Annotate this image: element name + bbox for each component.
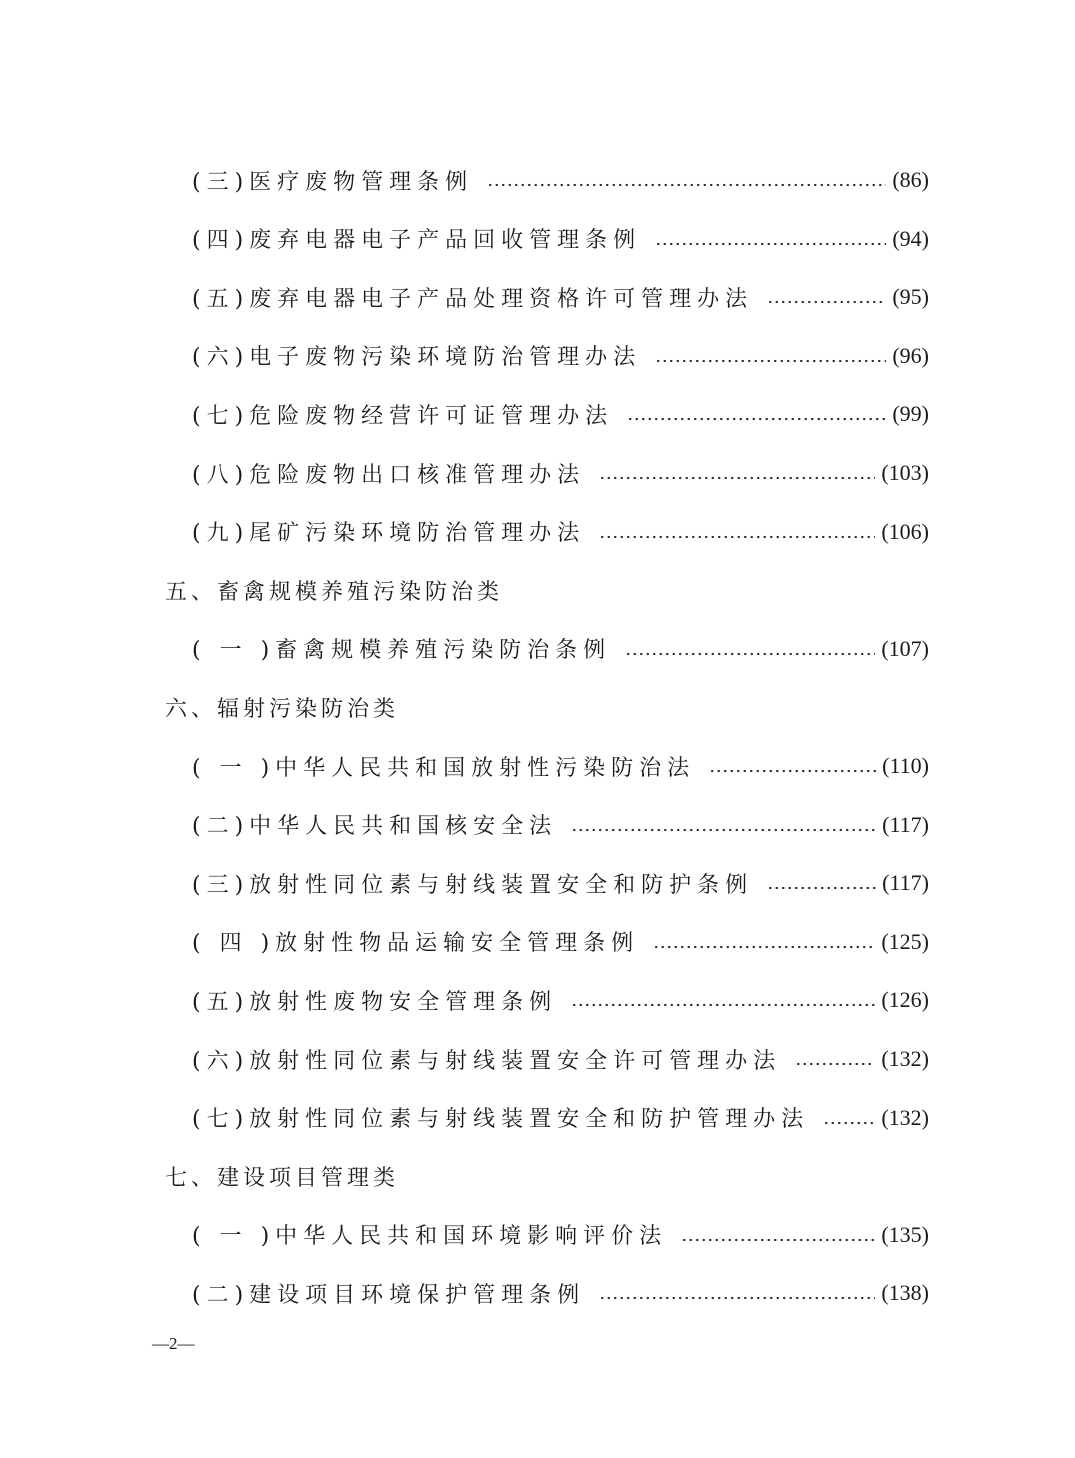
toc-entry [192,160,929,200]
toc-entry-title: ( 一 )中华人民共和国放射性污染防治法 [192,755,696,781]
toc-entry-page-number: (86) [892,167,929,192]
toc-entry [192,629,929,669]
toc-entry-row [0,922,1075,962]
toc-entry [192,863,929,903]
toc-entry [192,512,929,552]
toc-entry [192,1215,929,1255]
dot-leader [655,356,886,366]
toc-entry-page-number: (106) [881,518,929,544]
toc-entry-row [0,219,1075,259]
dot-leader [767,297,886,307]
toc-entry-title: (二)中华人民共和国核安全法 [192,814,558,840]
toc-entry [192,805,929,845]
toc-entry-title: ( 一 )中华人民共和国环境影响评价法 [192,1224,668,1250]
toc-entry-title: ( 四 )放射性物品运输安全管理条例 [192,931,640,957]
toc-section-row [0,1156,1075,1196]
toc-entry-page-number: (125) [881,928,929,954]
toc-entry-page-number: (103) [881,460,929,485]
toc-entry-page-number: (138) [881,1280,929,1306]
toc-entry-page-number: (99) [892,401,929,427]
toc-entry-page-number: (95) [892,284,929,310]
toc-entry [192,336,929,376]
toc-entry-row [0,1273,1075,1313]
dot-leader [681,1235,875,1245]
dot-leader [655,239,886,249]
toc-entry-row [0,629,1075,669]
toc-section-row [0,570,1075,610]
dot-leader [709,766,876,776]
toc-entry-row [0,512,1075,552]
toc-entry [192,1273,929,1313]
toc-entry-title: (六)电子废物污染环境防治管理办法 [192,345,642,371]
toc-entry-row [0,160,1075,200]
dot-leader [571,825,876,835]
toc-entry [192,394,929,434]
dot-leader [599,532,875,542]
toc-entry-page-number: (132) [881,1104,929,1130]
toc-entry-row [0,980,1075,1020]
dot-leader [625,649,875,659]
dot-leader [487,180,886,190]
toc-section-title: 六、辐射污染防治类 [165,696,400,722]
dot-leader [571,1000,875,1010]
toc-entry-page-number: (135) [881,1221,929,1247]
toc-entry-page-number: (96) [892,342,929,368]
toc-entry-title: (二)建设项目环境保护管理条例 [192,1282,586,1308]
dot-leader [599,473,875,483]
toc-entry-page-number: (126) [881,987,929,1013]
toc-entry-title: (五)废弃电器电子产品处理资格许可管理办法 [192,286,754,312]
toc-entry-row [0,1039,1075,1079]
toc-entry-row [0,394,1075,434]
toc-entry-row [0,277,1075,317]
toc-entry-page-number: (107) [881,635,929,661]
toc-entry [192,453,929,493]
toc-entry-title: (八)危险废物出口核准管理办法 [192,462,586,488]
toc-entry [192,219,929,259]
toc-entry [192,980,929,1020]
toc-entry-title: (六)放射性同位素与射线装置安全许可管理办法 [192,1048,782,1074]
toc-entry-row [0,746,1075,786]
dot-leader [823,1118,875,1128]
toc-entry-page-number: (117) [882,811,929,837]
toc-entry-title: (三)医疗废物管理条例 [192,169,474,195]
toc-section-title: 五、畜禽规模养殖污染防治类 [165,579,504,605]
toc-entry [192,746,929,786]
dot-leader [653,942,875,952]
toc-entry-row [0,1098,1075,1138]
toc-entry-page-number: (132) [881,1046,929,1071]
toc-entry-row [0,805,1075,845]
toc-entry-title: (四)废弃电器电子产品回收管理条例 [192,228,642,254]
dot-leader [767,883,876,893]
toc-entry-title: (五)放射性废物安全管理条例 [192,989,558,1015]
toc-section-title: 七、建设项目管理类 [165,1165,400,1191]
toc-entry-page-number: (117) [882,870,929,896]
toc-entry [192,922,929,962]
toc-entry-page-number: (94) [892,225,929,251]
toc-entry-row [0,336,1075,376]
toc-section-row [0,687,1075,727]
dot-leader [795,1059,875,1069]
toc-entry-title: ( 一 )畜禽规模养殖污染防治条例 [192,638,612,664]
toc-entry-row [0,863,1075,903]
dot-leader [599,1293,875,1303]
toc-entry-title: (七)放射性同位素与射线装置安全和防护管理办法 [192,1107,810,1133]
page-number: —2— [152,1334,195,1353]
toc-entry [192,277,929,317]
toc-entry-title: (三)放射性同位素与射线装置安全和防护条例 [192,872,754,898]
dot-leader [627,414,886,424]
toc-entry [192,1098,929,1138]
toc-entry [192,1039,929,1079]
toc-entry-title: (九)尾矿污染环境防治管理办法 [192,521,586,547]
toc-entry-title: (七)危险废物经营许可证管理办法 [192,403,614,429]
toc-entry-row [0,453,1075,493]
toc-entry-page-number: (110) [882,753,929,778]
toc-entry-row [0,1215,1075,1255]
